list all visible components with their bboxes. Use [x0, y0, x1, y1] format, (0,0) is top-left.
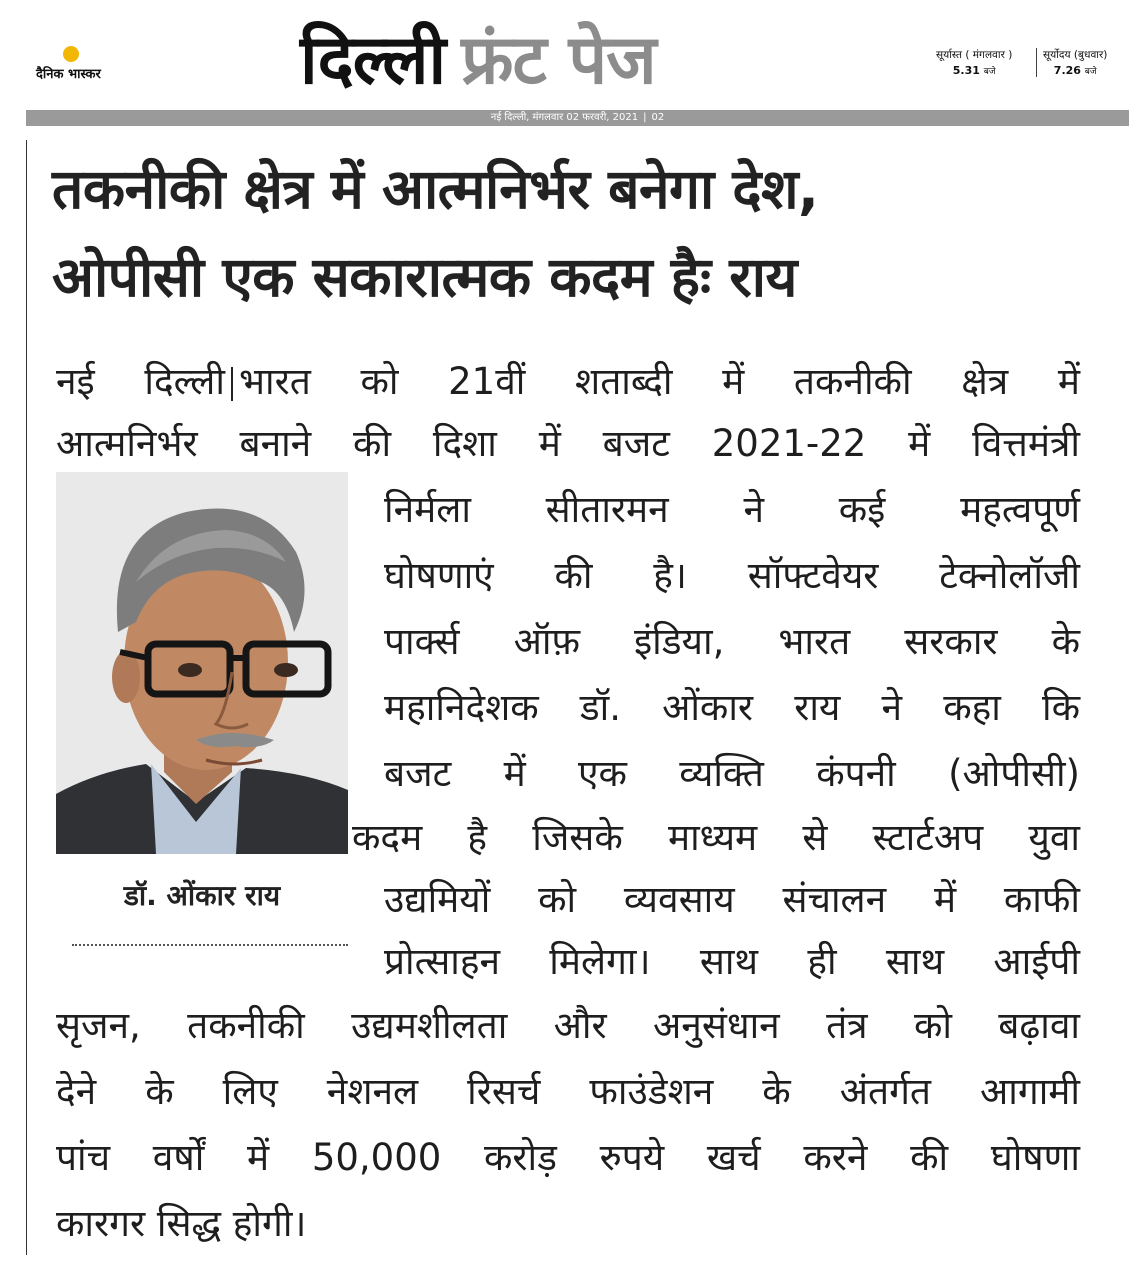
- portrait-photo: [56, 472, 348, 854]
- date-bar: नई दिल्ली, मंगलवार 02 फरवरी, 2021 | 02: [26, 110, 1129, 126]
- sunset-label: सूर्यास्त ( मंगलवार ): [936, 49, 1013, 61]
- article-dateline: नई दिल्ली: [56, 360, 225, 403]
- body-line-7: बजट में एक व्यक्ति कंपनी (ओपीसी): [384, 752, 1080, 795]
- page-title: [300, 8, 656, 104]
- body-line-4: घोषणाएं की है। सॉफ्टवेयर टेक्नोलॉजी: [384, 554, 1080, 597]
- body-line-13: पांच वर्षों में 50,000 करोड़ रुपये खर्च करने की घोषणा: [56, 1136, 1080, 1179]
- caption-dotted-rule: [72, 944, 348, 946]
- column-rule: [26, 140, 27, 1255]
- body-line-8: कदम है जिसके माध्यम से स्टार्टअप युवा: [352, 816, 1080, 859]
- headline-line-2: ओपीसी एक सकारात्मक कदम हैः राय: [52, 245, 797, 309]
- sunrise-unit: बजे: [1084, 67, 1097, 77]
- article-headline: [52, 145, 1122, 321]
- portrait-illustration: [56, 472, 348, 854]
- sunset-time: 5.31: [952, 64, 980, 77]
- body-line-12: देने के लिए नेशनल रिसर्च फाउंडेशन के अंतर्गत आगामी: [56, 1070, 1080, 1113]
- body-line-9: उद्यमियों को व्यवसाय संचालन में काफी: [384, 878, 1080, 921]
- body-line-11: सृजन, तकनीकी उद्यमशीलता और अनुसंधान तंत्र को बढ़ावा: [56, 1004, 1080, 1047]
- logo-text: दैनिक भास्कर: [36, 67, 101, 82]
- issue-date: नई दिल्ली, मंगलवार 02 फरवरी, 2021: [490, 112, 639, 123]
- body-line-10: प्रोत्साहन मिलेगा। साथ ही साथ आईपी: [384, 940, 1080, 983]
- body-line-1: नई दिल्ली भारत को 21वीं शताब्दी में तकनीकी क्षेत्र में: [56, 360, 1080, 403]
- photo-caption: डॉ. ओंकार राय: [123, 879, 281, 912]
- body-line-5: पार्क्स ऑफ़ इंडिया, भारत सरकार के: [384, 620, 1080, 663]
- newspaper-logo: [36, 46, 101, 82]
- sunset-info: [936, 48, 1012, 77]
- sunrise-label: सूर्योदय (बुधवार): [1043, 49, 1108, 61]
- body-line-2: आत्मनिर्भर बनाने की दिशा में बजट 2021-22 में वित्तमंत्री: [56, 422, 1080, 465]
- sunrise-info: [1036, 48, 1107, 77]
- masthead: [0, 0, 1129, 110]
- body-line-6: महानिदेशक डॉ. ओंकार राय ने कहा कि: [384, 686, 1080, 729]
- title-city: दिल्ली: [300, 20, 446, 100]
- title-section: फ्रंट पेज: [461, 20, 656, 100]
- sunset-unit: बजे: [983, 67, 996, 77]
- headline-line-1: तकनीकी क्षेत्र में आत्मनिर्भर बनेगा देश,: [52, 157, 819, 221]
- body-line-3: निर्मला सीतारमन ने कई महत्वपूर्ण: [384, 488, 1080, 531]
- page-number: 02: [651, 112, 665, 123]
- dateline-separator: [231, 367, 233, 401]
- sunrise-time: 7.26: [1053, 64, 1081, 77]
- body-line-14: कारगर सिद्ध होगी।: [56, 1202, 307, 1245]
- sun-logo-icon: [63, 46, 79, 62]
